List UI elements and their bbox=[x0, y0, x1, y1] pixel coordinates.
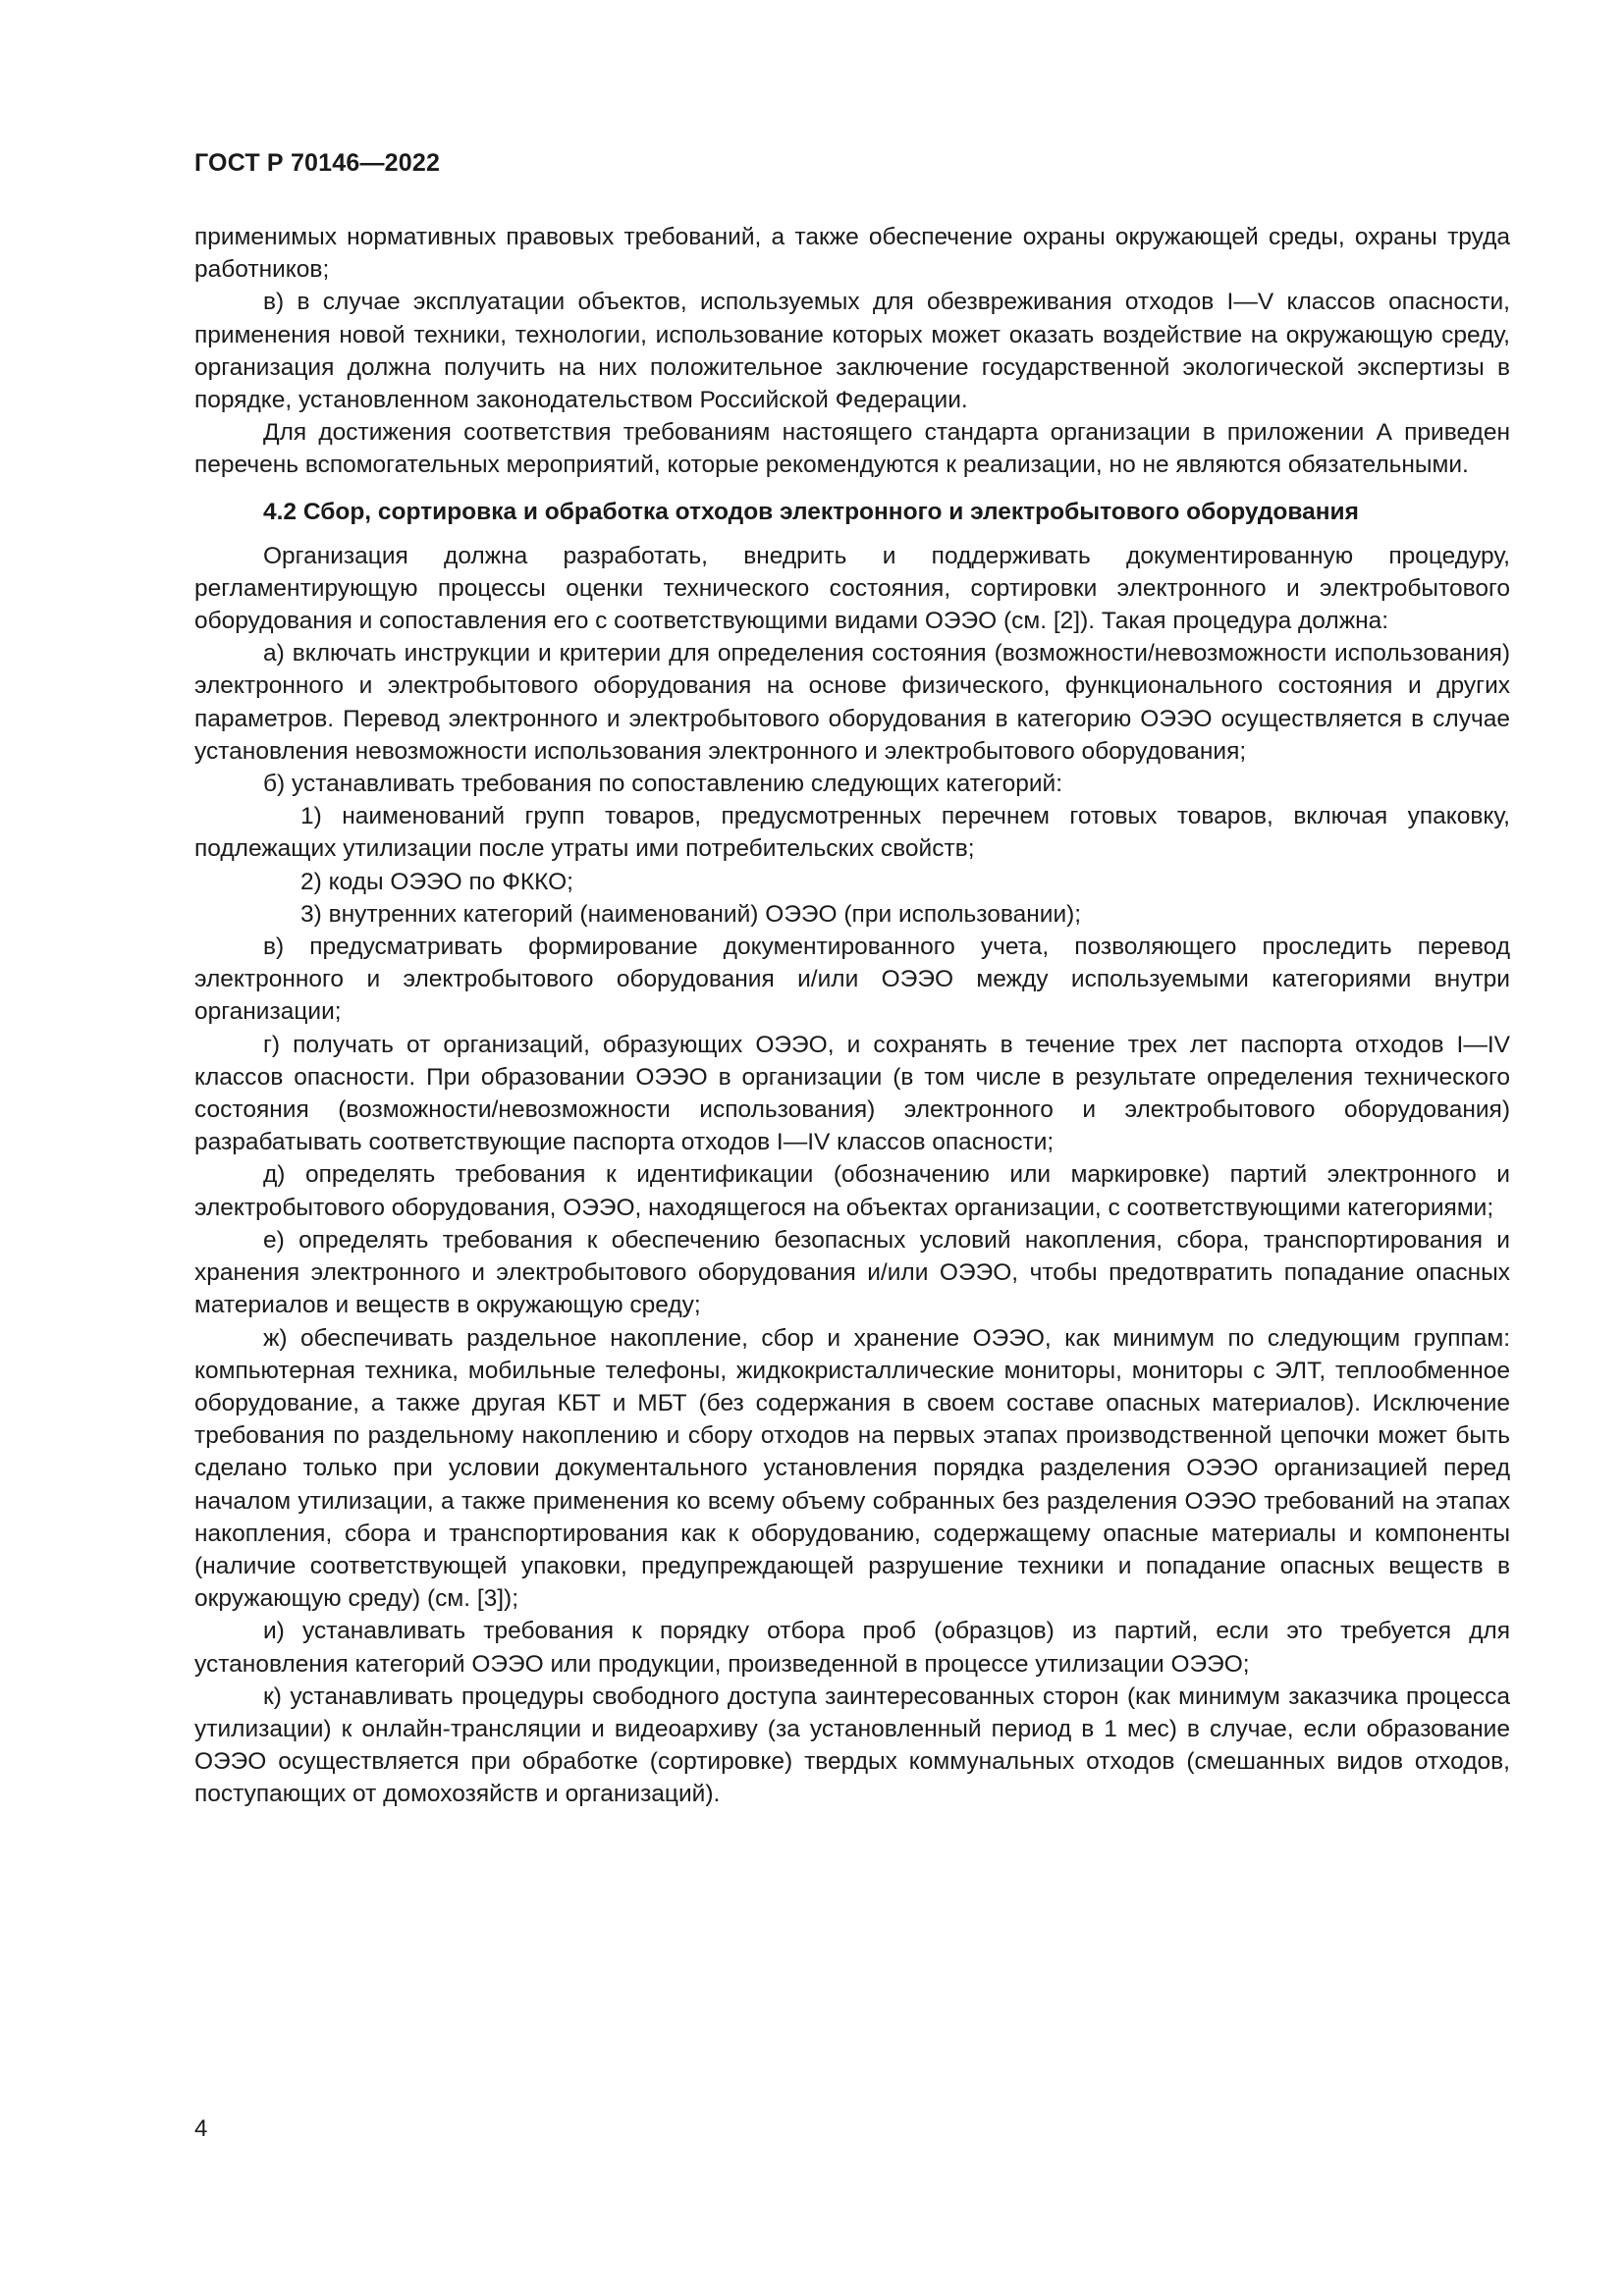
paragraph-item-zh: ж) обеспечивать раздельное накопление, сбор и хранение ОЭЭО, как минимум по следующим группам: компьютерная техника, мобильные телефоны, жидкокристаллические мониторы, мониторы с ЭЛТ, теплообменное оборудование, а также другая КБТ и МБТ (без содержания в своем составе опасных материалов). Исключение требования по раздельному накоплению и сбору отходов на первых этапах производственной цепочки может быть сделано только при условии документального установления порядка разделения ОЭЭО организацией перед началом утилизации, а также применения ко всему объему собранных без разделения ОЭЭО требований на этапах накопления, сбора и транспортирования как к оборудованию, содержащему опасные материалы и компоненты (наличие соответствующей упаковки, предупреждающей разрушение техники и попадание опасных веществ в окружающую среду) (см. [3]); bbox=[194, 1324, 1510, 1613]
paragraph-item-i: и) устанавливать требования к порядку отбора проб (образцов) из партий, если это требуется для установления категорий ОЭЭО или продукции, произведенной в процессе утилизации ОЭЭО; bbox=[194, 1618, 1510, 1678]
paragraph-continuation: применимых нормативных правовых требований, а также обеспечение охраны окружающей среды, охраны труда работников; bbox=[194, 224, 1510, 284]
paragraph-procedure-intro: Организация должна разработать, внедрить и поддерживать документированную процедуру, регламентирующую процессы оценки технического состояния, сортировки электронного и электробытового оборудования и сопоставления его с соответствующими видами ОЭЭО (см. [2]). Такая процедура должна: bbox=[194, 542, 1510, 635]
paragraph-item-g: г) получать от организаций, образующих ОЭЭО, и сохранять в течение трех лет паспорта отходов I—IV классов опасности. При образовании ОЭЭО в организации (в том числе в результате определения технического состояния (возможности/невозможности использования) электронного и электробытового оборудования) разрабатывать соответствующие паспорта отходов I—IV классов опасности; bbox=[194, 1031, 1510, 1156]
paragraph-item-v: в) в случае эксплуатации объектов, используемых для обезвреживания отходов I—V классов опасности, применения новой техники, технологии, использование которых может оказать воздействие на окружающую среду, организация должна получить на них положительное заключение государственной экологической экспертизы в порядке, установленном законодательством Российской Федерации. bbox=[194, 289, 1510, 414]
paragraph-item-k: к) устанавливать процедуры свободного доступа заинтересованных сторон (как минимум заказчика процесса утилизации) к онлайн-трансляции и видеоархиву (за установленный период в 1 мес) в случае, если образование ОЭЭО осуществляется при обработке (сортировке) твердых коммунальных отходов (смешанных видов отходов, поступающих от домохозяйств и организаций). bbox=[194, 1682, 1510, 1808]
document-header-code: ГОСТ Р 70146—2022 bbox=[194, 149, 441, 177]
section-title: 4.2 Сбор, сортировка и обработка отходов электронного и электробытового оборудования bbox=[263, 498, 1359, 525]
paragraph-item-v2: в) предусматривать формирование документированного учета, позволяющего проследить перевод электронного и электробытового оборудования и/или ОЭЭО между используемыми категориями внутри организации; bbox=[194, 934, 1510, 1026]
page-number: 4 bbox=[194, 2115, 208, 2142]
paragraph-item-a: а) включать инструкции и критерии для определения состояния (возможности/невозможности использования) электронного и электробытового оборудования на основе физического, функционального состояния и других параметров. Перевод электронного и электробытового оборудования в категорию ОЭЭО осуществляется в случае установления невозможности использования электронного и электробытового оборудования; bbox=[194, 640, 1510, 765]
paragraph-subitem-2: 2) коды ОЭЭО по ФККО; bbox=[300, 868, 573, 895]
paragraph-appendix-note: Для достижения соответствия требованиям настоящего стандарта организации в приложении А приведен перечень вспомогательных мероприятий, которые рекомендуются к реализации, но не являются обязательными. bbox=[194, 419, 1510, 479]
paragraph-item-d: д) определять требования к идентификации (обозначению или маркировке) партий электронного и электробытового оборудования, ОЭЭО, находящегося на объектах организации, с соответствующими категориями; bbox=[194, 1161, 1510, 1221]
document-body bbox=[194, 221, 1510, 1811]
paragraph-item-b: б) устанавливать требования по сопоставлению следующих категорий: bbox=[263, 771, 1063, 798]
paragraph-item-e: е) определять требования к обеспечению безопасных условий накопления, сбора, транспортирования и хранения электронного и электробытового оборудования и/или ОЭЭО, чтобы предотвратить попадание опасных материалов и веществ в окружающую среду; bbox=[194, 1226, 1510, 1319]
paragraph-subitem-3: 3) внутренних категорий (наименований) ОЭЭО (при использовании); bbox=[300, 900, 1082, 928]
paragraph-subitem-1: 1) наименований групп товаров, предусмотренных перечнем готовых товаров, включая упаковку, подлежащих утилизации после утраты ими потребительских свойств; bbox=[194, 803, 1510, 863]
